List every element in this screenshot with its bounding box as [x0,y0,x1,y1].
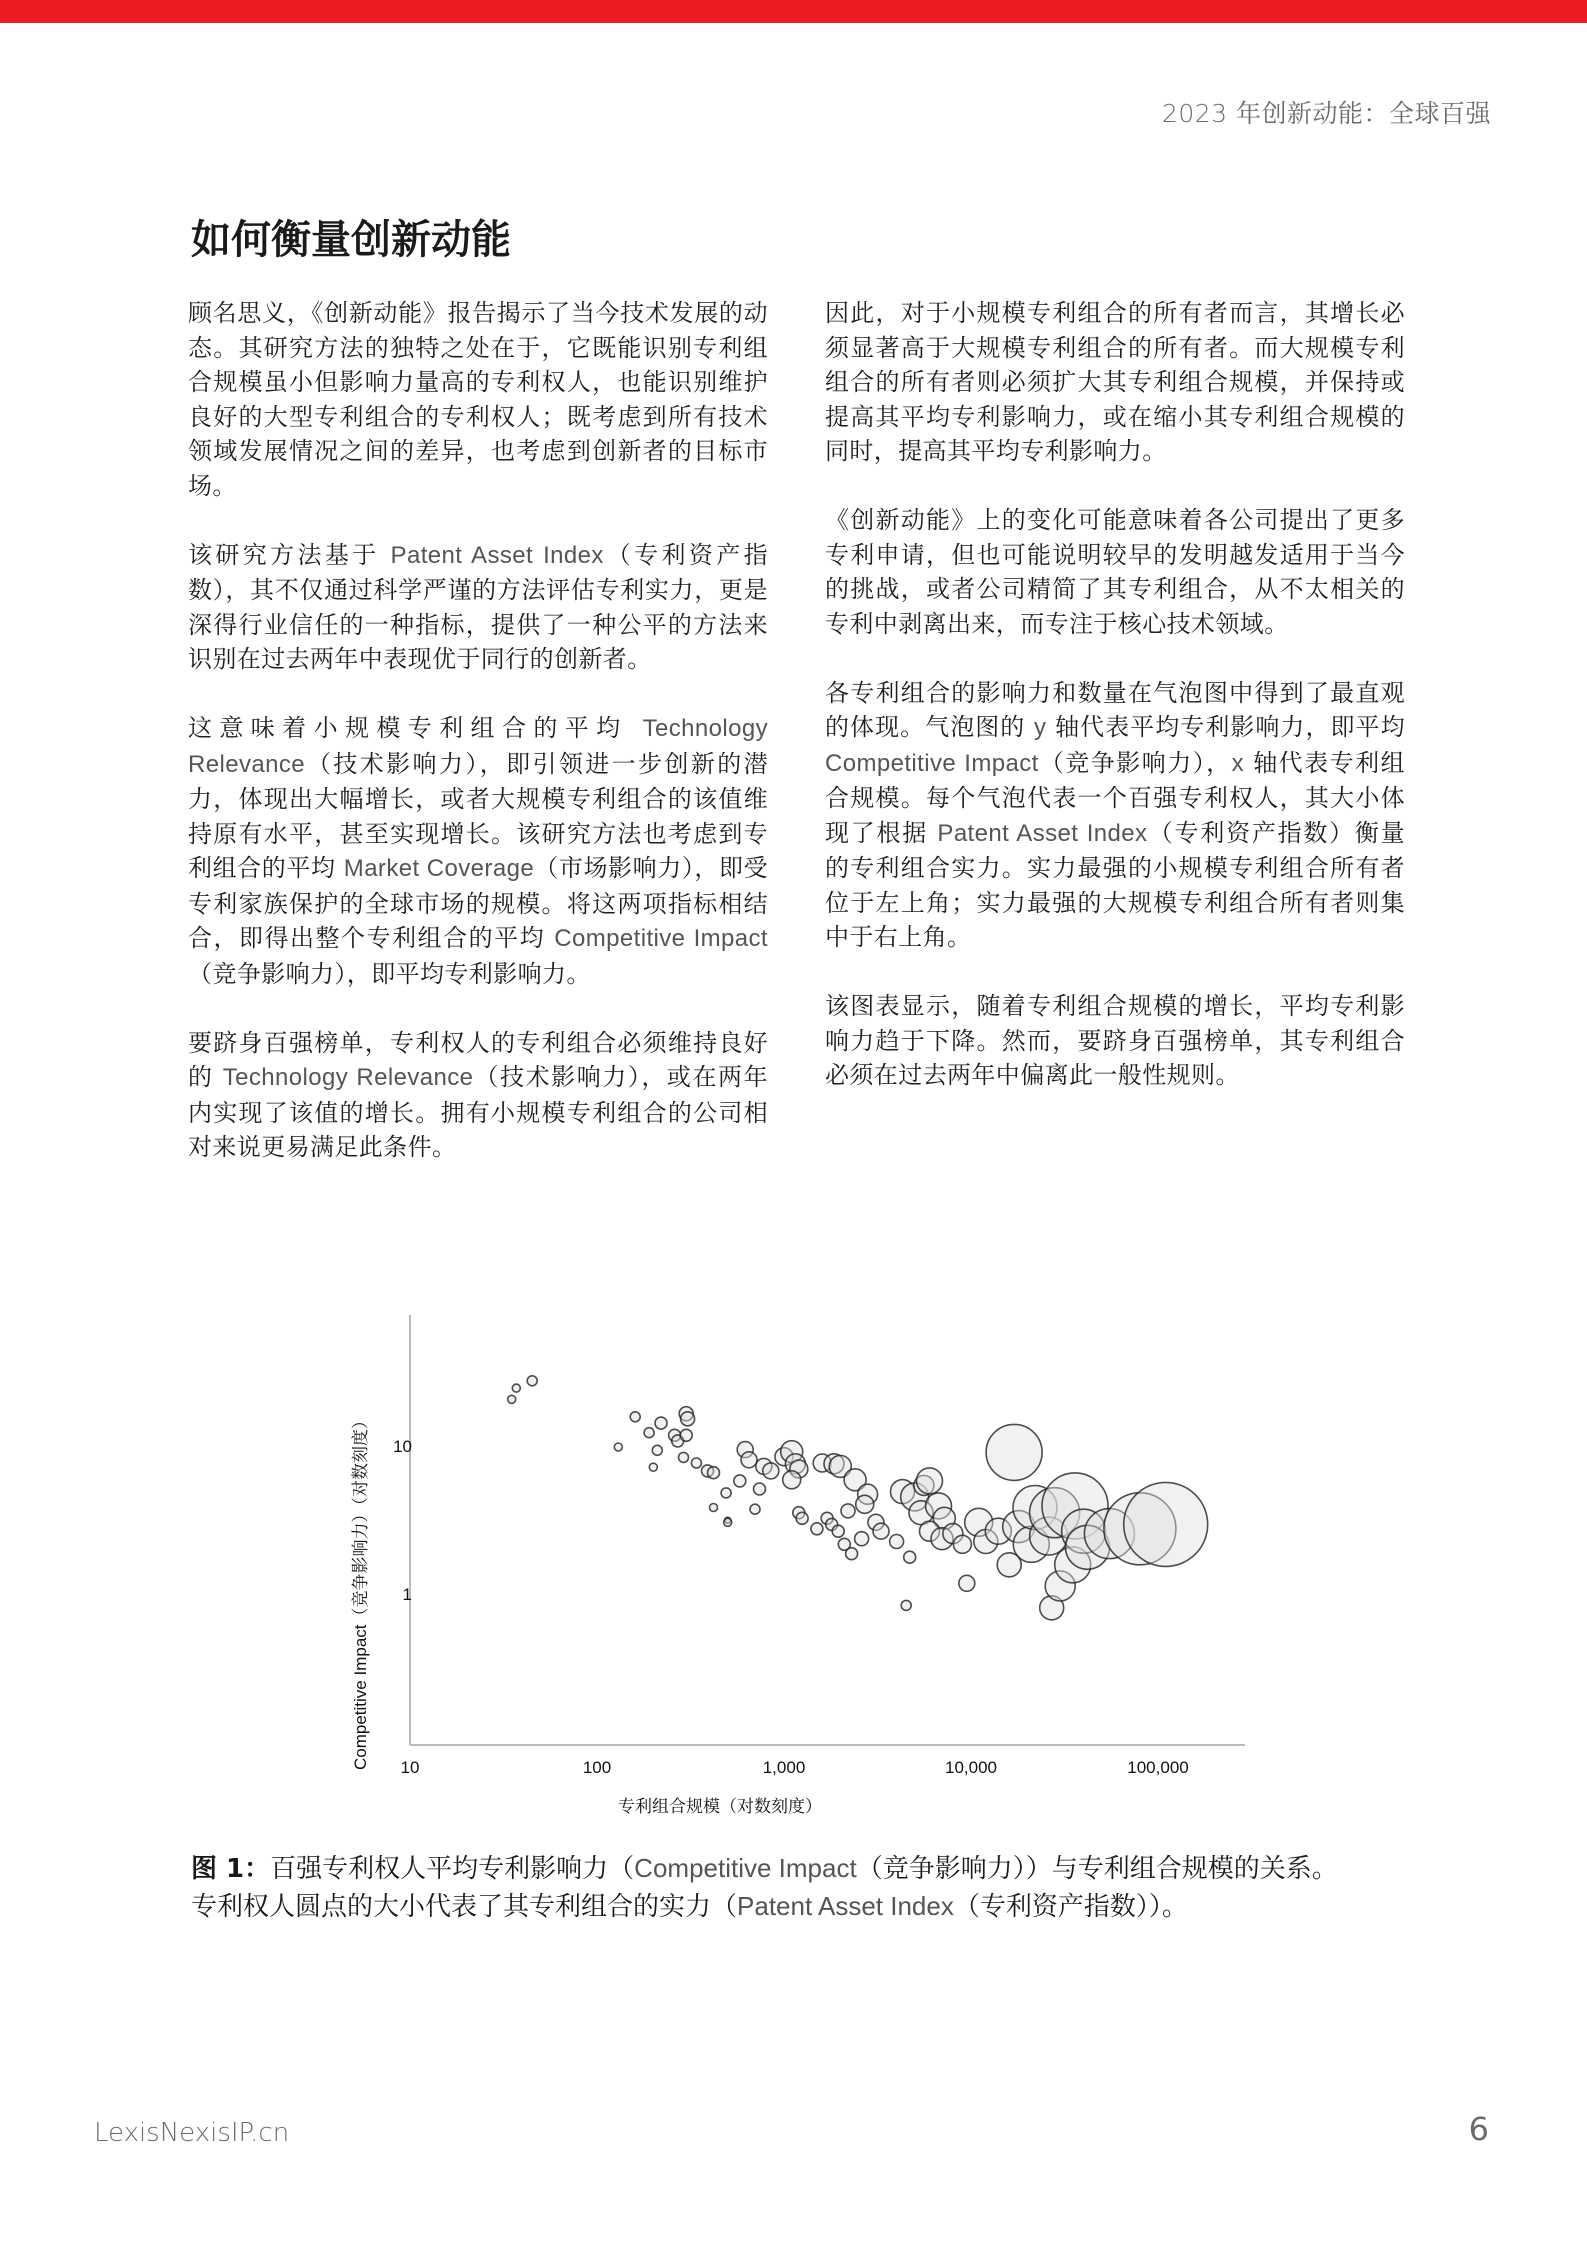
bubble-point [890,1535,904,1549]
text: （市场影响力），即受专利家族保护的全球市场的规模。将这两项指标相结合，即得出整个专利组合的平均 [188,854,769,952]
text: 各专利组合的影响力和数量在气泡图中得到了最直观的体现。气泡图的 [825,678,1405,741]
figure-caption [191,1850,1361,1926]
y-tick-label: 10 [393,1437,412,1456]
bubble-point [986,1424,1042,1480]
text: 轴代表平均专利影响力，即平均 [1046,713,1405,741]
paragraph-growth: 因此，对于小规模专利组合的所有者而言，其增长必须显著高于大规模专利组合的所有者。而大规模专利组合的所有者则必须扩大其专利组合规模，并保持或提高其平均专利影响力，或在缩小其专利组合规模的同时，提高其平均专利影响力。 [825,299,1405,465]
bubble-point [710,1504,718,1512]
term-technology-relevance: Technology Relevance [188,715,768,778]
x-tick-label: 1,000 [762,1758,806,1777]
bubble-point [630,1412,640,1422]
text: （技术影响力），或在两年内实现了该值的增长。拥有小规模专利组合的公司相对来说更易满足此条件。 [188,1063,768,1161]
bubble-point [644,1428,654,1438]
paragraph-requirement [188,1026,768,1165]
y-axis-title-zh: （竞争影响力）（对数刻度） [351,1412,371,1625]
paragraph-bubble-chart [825,676,1405,955]
bubble-point [508,1395,516,1403]
bubble-point [681,1412,695,1426]
footer-site-link[interactable]: LexisNexisIP.cn [94,2118,290,2148]
bubble-point [691,1458,701,1468]
bubble-point [734,1475,746,1487]
term-competitive-impact: Competitive Impact [825,749,1039,777]
left-column [188,296,768,1199]
bubble-point [763,1463,779,1479]
bubble-point [655,1417,667,1429]
y-tick-label: 1 [402,1585,412,1604]
running-header: 2023 年创新动能：全球百强 [1161,99,1491,128]
bubble-point [783,1471,801,1489]
bubble-point [811,1523,823,1535]
bubble-point [679,1452,689,1462]
bubble-point [841,1504,855,1518]
bubble-point [652,1445,662,1455]
bubble-point [959,1575,975,1591]
text: 要跻身百强榜单，专利权人的专利组合必须维持良好的 [188,1028,768,1091]
term-x: x [1231,749,1245,777]
text: （竞争影响力）， [1038,748,1232,777]
bubble-point [741,1452,757,1468]
term-patent-asset-index: Patent Asset Index [737,1891,954,1921]
bubble-point [649,1463,657,1471]
text: （竞争影响力））与专利组合规模的关系。专利权人圆点的大小代表了其专利组合的实力（ [191,1854,1338,1922]
bubble-point [721,1488,731,1498]
bubble-point [708,1467,720,1479]
page-number: 6 [1468,2110,1489,2148]
bubble-point [846,1548,858,1560]
bubble-point [901,1600,911,1610]
bubble-point [873,1523,889,1539]
bubble-point [1124,1482,1208,1566]
x-tick-label: 100 [582,1758,612,1777]
text: （专利资产指数）衡量的专利组合实力。实力最强的小规模专利组合所有者位于左上角；实力最强的大规模专利组合所有者则集中于右上角。 [825,818,1405,951]
bubble-point [527,1376,537,1386]
bubble-point [724,1518,732,1526]
figure-number: 图 1： [191,1854,271,1884]
text: （专利资产指数））。 [953,1892,1188,1922]
term-technology-relevance: Technology Relevance [222,1064,474,1091]
bubble-point [754,1483,766,1495]
bubble-point [750,1504,760,1514]
text: 百强专利权人平均专利影响力（ [270,1854,635,1884]
term-patent-asset-index: Patent Asset Index [390,541,604,569]
bubble-point [796,1512,808,1524]
text: （技术影响力），即引领进一步创新的潜力，体现出大幅增长，或者大规模专利组合的该值维持原有水平，甚至实现增长。该研究方法也考虑到专利组合的平均 [188,749,768,882]
bubble-point [512,1384,520,1392]
text: 轴代表专利组合规模。每个气泡代表一个百强专利权人，其大小体现了根据 [825,748,1406,847]
y-axis-title [346,1412,371,1770]
text: 该研究方法基于 [188,540,391,569]
bubble-point [904,1551,916,1563]
page-title: 如何衡量创新动能 [191,217,511,263]
paragraph-metrics [188,711,768,991]
bubble-point [856,1495,874,1513]
term-patent-asset-index: Patent Asset Index [937,819,1148,847]
bubble-point [953,1535,971,1553]
text: 这意味着小规模专利组合的平均 [188,714,643,742]
bubble-point [680,1429,692,1441]
term-market-coverage: Market Coverage [343,855,535,882]
paragraph-changes: 《创新动能》上的变化可能意味着各公司提出了更多专利申请，但也可能说明较早的发明越发适用于当今的挑战，或者公司精简了其专利组合，从不太相关的专利中剥离出来，而专注于核心技术领域。 [825,506,1405,638]
paragraph-methodology [188,538,768,677]
right-column [825,296,1405,1127]
x-axis-title: 专利组合规模（对数刻度） [618,1797,822,1817]
chart-plot-area [320,1300,1270,1830]
term-competitive-impact: Competitive Impact [554,925,768,952]
accent-bar [0,0,1587,23]
bubble-point [614,1443,622,1451]
text: （专利资产指数），其不仅通过科学严谨的方法评估专利实力，更是深得行业信任的一种指标，提供了一种公平的方法来识别在过去两年中表现优于同行的创新者。 [188,540,768,673]
paragraph-conclusion: 该图表显示，随着专利组合规模的增长，平均专利影响力趋于下降。然而，要跻身百强榜单，其专利组合必须在过去两年中偏离此一般性规则。 [825,992,1405,1089]
paragraph-intro: 顾名思义，《创新动能》报告揭示了当今技术发展的动态。其研究方法的独特之处在于，它既能识别专利组合规模虽小但影响力量高的专利权人，也能识别维护良好的大型专利组合的专利权人；既考虑到所有技术领域发展情况之间的差异，也考虑到创新者的目标市场。 [188,299,768,500]
bubble-point [917,1468,943,1494]
bubble-point [855,1532,869,1546]
x-tick-label: 10,000 [945,1758,997,1777]
bubble-chart [320,1300,1270,1830]
x-tick-label: 100,000 [1127,1758,1189,1777]
text: （竞争影响力），即平均专利影响力。 [188,959,591,988]
x-tick-label: 10 [400,1758,420,1777]
term-competitive-impact: Competitive Impact [634,1853,857,1883]
y-axis-title-en: Competitive Impact [351,1624,370,1770]
term-y: y [1034,714,1047,741]
bubble-point [832,1525,844,1537]
